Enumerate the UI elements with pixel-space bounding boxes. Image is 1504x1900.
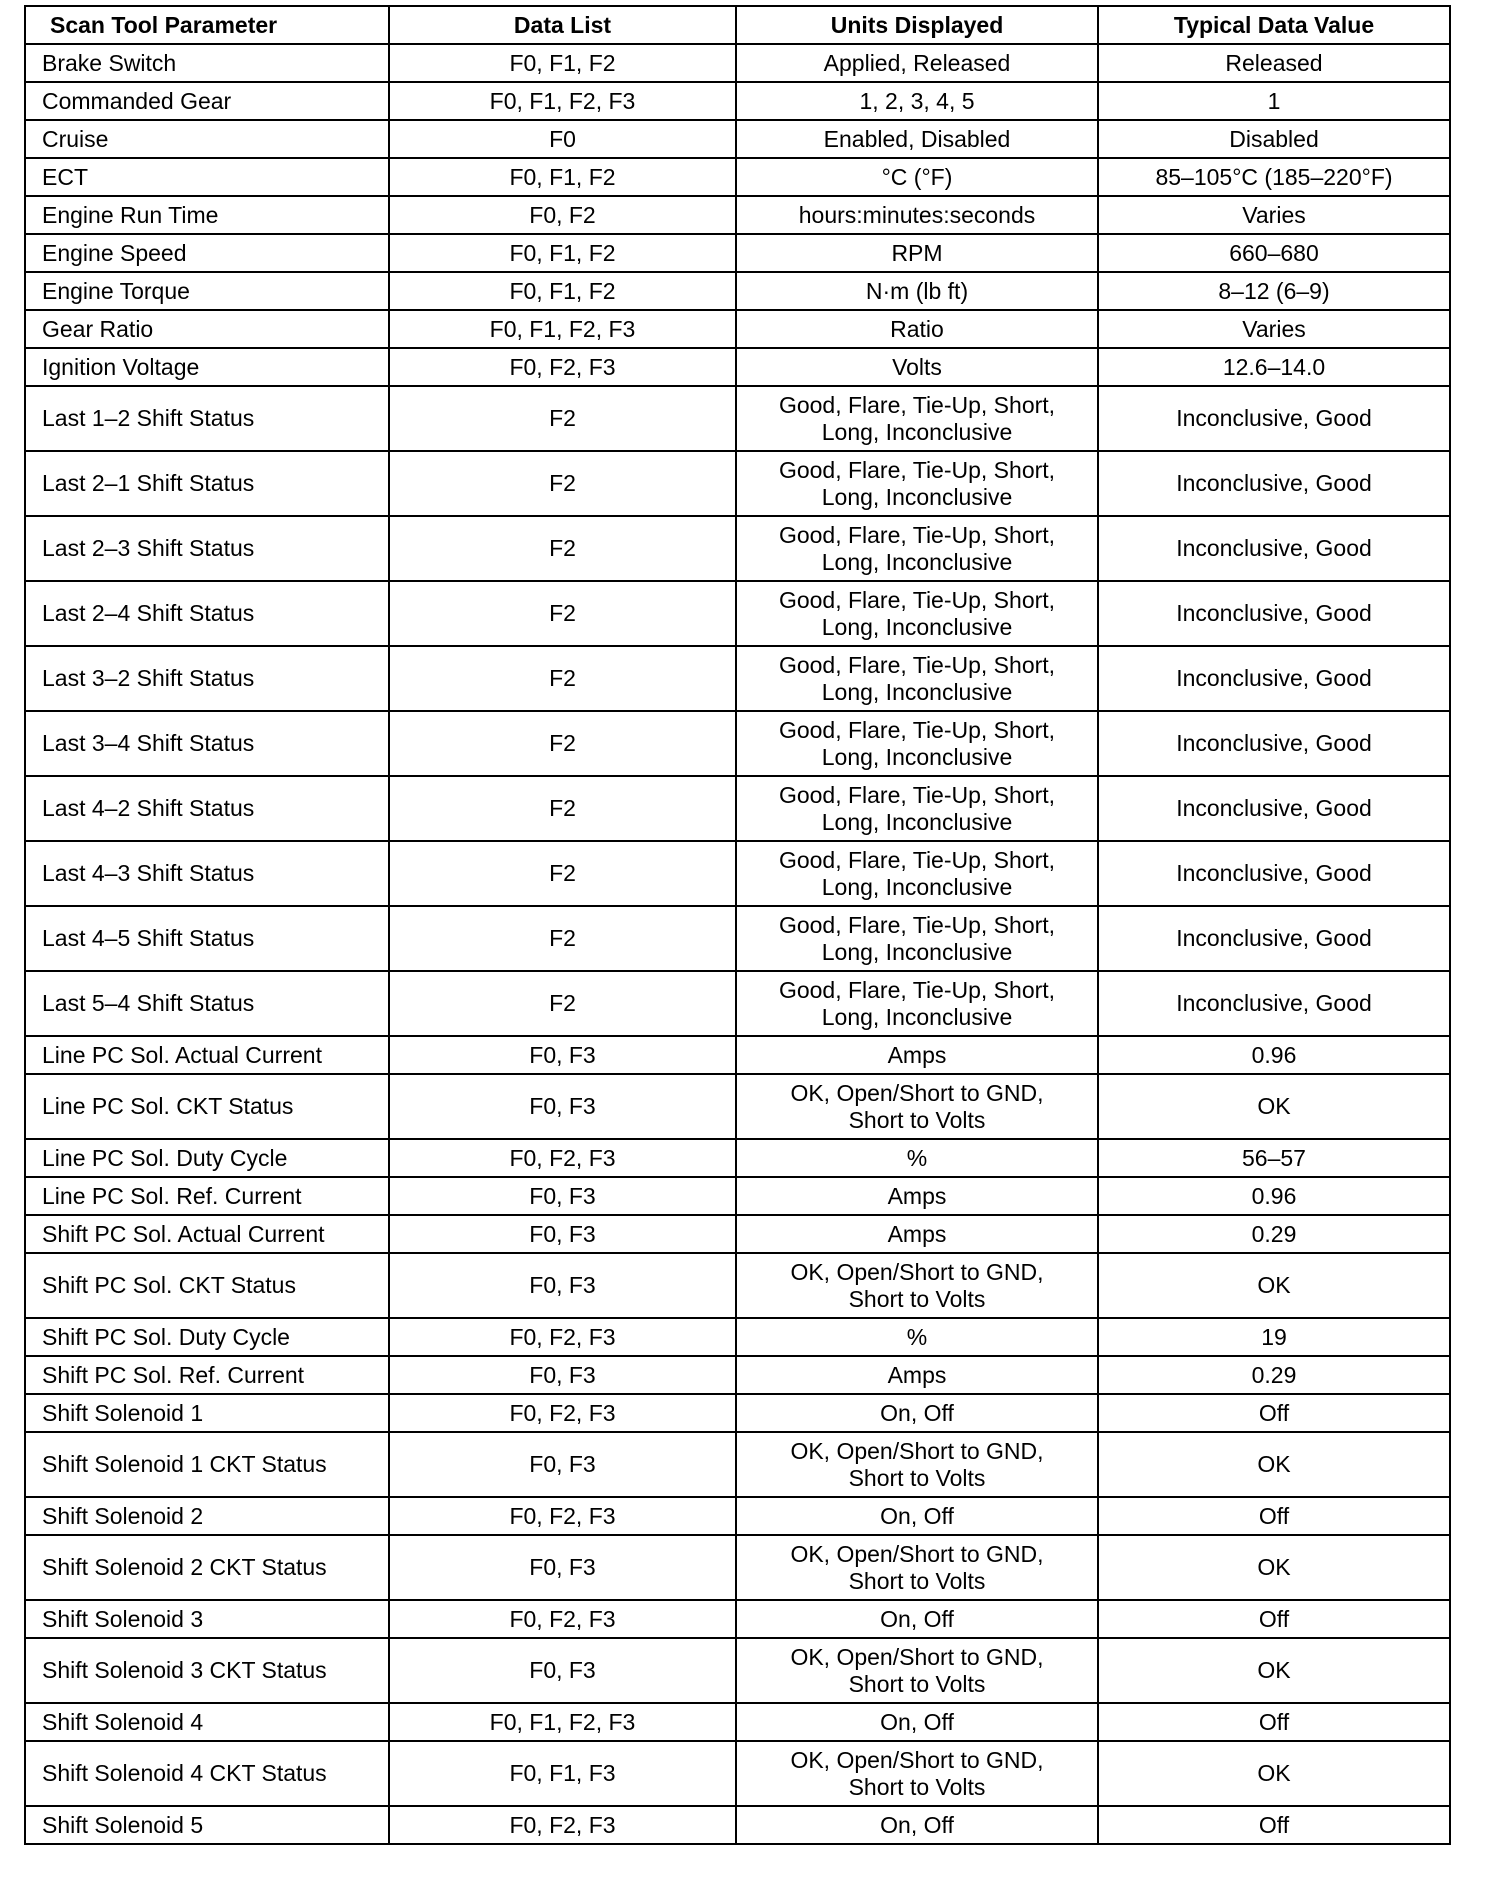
- table-row: [25, 1497, 1450, 1535]
- table-row: [25, 1741, 1450, 1806]
- cell-typical-value: OK: [1098, 1074, 1450, 1139]
- cell-parameter: Gear Ratio: [25, 310, 389, 348]
- table-row: [25, 776, 1450, 841]
- cell-typical-value: OK: [1098, 1432, 1450, 1497]
- table-row: [25, 44, 1450, 82]
- table-row: [25, 1215, 1450, 1253]
- cell-units-displayed: Good, Flare, Tie-Up, Short, Long, Inconclusive: [736, 841, 1098, 906]
- cell-parameter: Line PC Sol. CKT Status: [25, 1074, 389, 1139]
- table-row: [25, 1318, 1450, 1356]
- cell-data-list: F0, F3: [389, 1535, 736, 1600]
- cell-units-displayed: Good, Flare, Tie-Up, Short, Long, Inconclusive: [736, 451, 1098, 516]
- cell-data-list: F0, F2, F3: [389, 1318, 736, 1356]
- cell-data-list: F0: [389, 120, 736, 158]
- table-row: [25, 1074, 1450, 1139]
- cell-typical-value: Inconclusive, Good: [1098, 776, 1450, 841]
- cell-data-list: F2: [389, 841, 736, 906]
- header-typical-data-value: Typical Data Value: [1098, 6, 1450, 44]
- cell-parameter: Engine Torque: [25, 272, 389, 310]
- cell-parameter: Last 4–5 Shift Status: [25, 906, 389, 971]
- cell-typical-value: Inconclusive, Good: [1098, 646, 1450, 711]
- cell-typical-value: 19: [1098, 1318, 1450, 1356]
- cell-data-list: F0, F3: [389, 1177, 736, 1215]
- cell-typical-value: OK: [1098, 1253, 1450, 1318]
- cell-data-list: F2: [389, 646, 736, 711]
- cell-data-list: F0, F2, F3: [389, 1139, 736, 1177]
- table-row: [25, 581, 1450, 646]
- cell-units-displayed: On, Off: [736, 1703, 1098, 1741]
- cell-units-displayed: N·m (lb ft): [736, 272, 1098, 310]
- header-units-displayed: Units Displayed: [736, 6, 1098, 44]
- cell-parameter: Last 2–3 Shift Status: [25, 516, 389, 581]
- cell-data-list: F2: [389, 971, 736, 1036]
- cell-data-list: F0, F1, F2, F3: [389, 1703, 736, 1741]
- cell-typical-value: Off: [1098, 1497, 1450, 1535]
- cell-units-displayed: OK, Open/Short to GND, Short to Volts: [736, 1074, 1098, 1139]
- cell-typical-value: 0.96: [1098, 1177, 1450, 1215]
- table-row: [25, 1806, 1450, 1844]
- cell-typical-value: Off: [1098, 1806, 1450, 1844]
- cell-typical-value: 0.29: [1098, 1215, 1450, 1253]
- table-row: [25, 120, 1450, 158]
- cell-typical-value: Disabled: [1098, 120, 1450, 158]
- cell-typical-value: Inconclusive, Good: [1098, 581, 1450, 646]
- table-row: [25, 82, 1450, 120]
- cell-units-displayed: Good, Flare, Tie-Up, Short, Long, Inconclusive: [736, 971, 1098, 1036]
- cell-parameter: Shift Solenoid 5: [25, 1806, 389, 1844]
- cell-data-list: F0, F1, F2: [389, 44, 736, 82]
- cell-parameter: Shift Solenoid 1: [25, 1394, 389, 1432]
- table-row: [25, 348, 1450, 386]
- cell-units-displayed: %: [736, 1139, 1098, 1177]
- cell-data-list: F0, F3: [389, 1432, 736, 1497]
- cell-units-displayed: OK, Open/Short to GND, Short to Volts: [736, 1253, 1098, 1318]
- cell-parameter: ECT: [25, 158, 389, 196]
- cell-parameter: Last 4–2 Shift Status: [25, 776, 389, 841]
- cell-typical-value: 8–12 (6–9): [1098, 272, 1450, 310]
- cell-data-list: F0, F3: [389, 1215, 736, 1253]
- cell-units-displayed: Good, Flare, Tie-Up, Short, Long, Inconclusive: [736, 581, 1098, 646]
- table-row: [25, 1253, 1450, 1318]
- cell-units-displayed: OK, Open/Short to GND, Short to Volts: [736, 1432, 1098, 1497]
- cell-typical-value: 0.96: [1098, 1036, 1450, 1074]
- cell-typical-value: Varies: [1098, 310, 1450, 348]
- cell-data-list: F0, F1, F2: [389, 234, 736, 272]
- cell-units-displayed: Amps: [736, 1215, 1098, 1253]
- table-row: [25, 158, 1450, 196]
- cell-units-displayed: Good, Flare, Tie-Up, Short, Long, Inconclusive: [736, 776, 1098, 841]
- cell-data-list: F0, F1, F2, F3: [389, 82, 736, 120]
- table-header: [25, 6, 1450, 44]
- table-row: [25, 971, 1450, 1036]
- cell-data-list: F2: [389, 711, 736, 776]
- cell-data-list: F0, F1, F2: [389, 272, 736, 310]
- table-row: [25, 1535, 1450, 1600]
- cell-data-list: F0, F1, F2: [389, 158, 736, 196]
- table-row: [25, 1139, 1450, 1177]
- cell-units-displayed: °C (°F): [736, 158, 1098, 196]
- cell-parameter: Engine Speed: [25, 234, 389, 272]
- cell-data-list: F0, F2: [389, 196, 736, 234]
- cell-typical-value: Inconclusive, Good: [1098, 386, 1450, 451]
- cell-typical-value: 660–680: [1098, 234, 1450, 272]
- cell-typical-value: Inconclusive, Good: [1098, 516, 1450, 581]
- table-row: [25, 386, 1450, 451]
- table-row: [25, 1638, 1450, 1703]
- table-row: [25, 1036, 1450, 1074]
- cell-units-displayed: 1, 2, 3, 4, 5: [736, 82, 1098, 120]
- cell-units-displayed: Volts: [736, 348, 1098, 386]
- cell-typical-value: Inconclusive, Good: [1098, 971, 1450, 1036]
- cell-parameter: Line PC Sol. Actual Current: [25, 1036, 389, 1074]
- table-row: [25, 1703, 1450, 1741]
- cell-parameter: Ignition Voltage: [25, 348, 389, 386]
- cell-units-displayed: RPM: [736, 234, 1098, 272]
- cell-typical-value: OK: [1098, 1741, 1450, 1806]
- cell-parameter: Shift Solenoid 2: [25, 1497, 389, 1535]
- cell-data-list: F0, F2, F3: [389, 1394, 736, 1432]
- cell-units-displayed: %: [736, 1318, 1098, 1356]
- cell-data-list: F0, F3: [389, 1638, 736, 1703]
- cell-parameter: Engine Run Time: [25, 196, 389, 234]
- cell-typical-value: 1: [1098, 82, 1450, 120]
- cell-data-list: F0, F3: [389, 1036, 736, 1074]
- cell-parameter: Last 3–2 Shift Status: [25, 646, 389, 711]
- cell-typical-value: Released: [1098, 44, 1450, 82]
- cell-data-list: F0, F1, F3: [389, 1741, 736, 1806]
- cell-parameter: Shift Solenoid 3 CKT Status: [25, 1638, 389, 1703]
- table-row: [25, 1177, 1450, 1215]
- cell-units-displayed: OK, Open/Short to GND, Short to Volts: [736, 1741, 1098, 1806]
- table-row: [25, 234, 1450, 272]
- cell-parameter: Last 3–4 Shift Status: [25, 711, 389, 776]
- header-row: [25, 6, 1450, 44]
- cell-typical-value: Inconclusive, Good: [1098, 841, 1450, 906]
- cell-data-list: F2: [389, 516, 736, 581]
- cell-units-displayed: Applied, Released: [736, 44, 1098, 82]
- cell-typical-value: Inconclusive, Good: [1098, 906, 1450, 971]
- cell-typical-value: OK: [1098, 1535, 1450, 1600]
- table-row: [25, 1600, 1450, 1638]
- cell-parameter: Shift Solenoid 3: [25, 1600, 389, 1638]
- cell-typical-value: Off: [1098, 1600, 1450, 1638]
- cell-units-displayed: Good, Flare, Tie-Up, Short, Long, Inconclusive: [736, 386, 1098, 451]
- cell-parameter: Commanded Gear: [25, 82, 389, 120]
- cell-typical-value: Inconclusive, Good: [1098, 451, 1450, 516]
- table-row: [25, 1432, 1450, 1497]
- cell-units-displayed: On, Off: [736, 1806, 1098, 1844]
- cell-units-displayed: OK, Open/Short to GND, Short to Volts: [736, 1638, 1098, 1703]
- cell-units-displayed: hours:minutes:seconds: [736, 196, 1098, 234]
- header-data-list: Data List: [389, 6, 736, 44]
- cell-units-displayed: Ratio: [736, 310, 1098, 348]
- cell-units-displayed: Good, Flare, Tie-Up, Short, Long, Inconclusive: [736, 646, 1098, 711]
- table-row: [25, 906, 1450, 971]
- cell-parameter: Shift Solenoid 4: [25, 1703, 389, 1741]
- table-row: [25, 711, 1450, 776]
- cell-data-list: F0, F3: [389, 1074, 736, 1139]
- cell-units-displayed: Good, Flare, Tie-Up, Short, Long, Inconclusive: [736, 906, 1098, 971]
- cell-units-displayed: On, Off: [736, 1600, 1098, 1638]
- cell-typical-value: 56–57: [1098, 1139, 1450, 1177]
- table-row: [25, 272, 1450, 310]
- cell-data-list: F0, F2, F3: [389, 1497, 736, 1535]
- cell-data-list: F0, F3: [389, 1253, 736, 1318]
- cell-parameter: Brake Switch: [25, 44, 389, 82]
- cell-units-displayed: Good, Flare, Tie-Up, Short, Long, Inconclusive: [736, 516, 1098, 581]
- cell-parameter: Shift PC Sol. Duty Cycle: [25, 1318, 389, 1356]
- cell-parameter: Cruise: [25, 120, 389, 158]
- cell-typical-value: 0.29: [1098, 1356, 1450, 1394]
- cell-data-list: F2: [389, 776, 736, 841]
- cell-parameter: Shift Solenoid 4 CKT Status: [25, 1741, 389, 1806]
- cell-typical-value: OK: [1098, 1638, 1450, 1703]
- cell-units-displayed: On, Off: [736, 1394, 1098, 1432]
- table-row: [25, 516, 1450, 581]
- table-row: [25, 451, 1450, 516]
- cell-typical-value: Varies: [1098, 196, 1450, 234]
- cell-typical-value: 85–105°C (185–220°F): [1098, 158, 1450, 196]
- cell-data-list: F2: [389, 451, 736, 516]
- cell-units-displayed: Enabled, Disabled: [736, 120, 1098, 158]
- cell-data-list: F0, F1, F2, F3: [389, 310, 736, 348]
- cell-data-list: F0, F3: [389, 1356, 736, 1394]
- scan-tool-data-table: [24, 5, 1451, 1845]
- cell-data-list: F2: [389, 386, 736, 451]
- cell-parameter: Shift PC Sol. Ref. Current: [25, 1356, 389, 1394]
- table-row: [25, 310, 1450, 348]
- cell-parameter: Last 2–1 Shift Status: [25, 451, 389, 516]
- table-body: [25, 44, 1450, 1844]
- cell-parameter: Shift PC Sol. Actual Current: [25, 1215, 389, 1253]
- cell-parameter: Shift PC Sol. CKT Status: [25, 1253, 389, 1318]
- cell-parameter: Last 4–3 Shift Status: [25, 841, 389, 906]
- table-row: [25, 1394, 1450, 1432]
- cell-parameter: Shift Solenoid 2 CKT Status: [25, 1535, 389, 1600]
- cell-units-displayed: Amps: [736, 1177, 1098, 1215]
- cell-typical-value: Inconclusive, Good: [1098, 711, 1450, 776]
- cell-typical-value: Off: [1098, 1703, 1450, 1741]
- table-row: [25, 1356, 1450, 1394]
- cell-data-list: F0, F2, F3: [389, 348, 736, 386]
- cell-units-displayed: On, Off: [736, 1497, 1098, 1535]
- cell-units-displayed: OK, Open/Short to GND, Short to Volts: [736, 1535, 1098, 1600]
- table-row: [25, 841, 1450, 906]
- cell-typical-value: 12.6–14.0: [1098, 348, 1450, 386]
- table-row: [25, 646, 1450, 711]
- cell-data-list: F2: [389, 581, 736, 646]
- table-row: [25, 196, 1450, 234]
- cell-data-list: F2: [389, 906, 736, 971]
- cell-data-list: F0, F2, F3: [389, 1600, 736, 1638]
- cell-parameter: Last 1–2 Shift Status: [25, 386, 389, 451]
- cell-parameter: Line PC Sol. Duty Cycle: [25, 1139, 389, 1177]
- header-scan-tool-parameter: Scan Tool Parameter: [25, 6, 389, 44]
- cell-units-displayed: Good, Flare, Tie-Up, Short, Long, Inconclusive: [736, 711, 1098, 776]
- cell-data-list: F0, F2, F3: [389, 1806, 736, 1844]
- cell-parameter: Shift Solenoid 1 CKT Status: [25, 1432, 389, 1497]
- cell-parameter: Last 2–4 Shift Status: [25, 581, 389, 646]
- cell-units-displayed: Amps: [736, 1356, 1098, 1394]
- cell-typical-value: Off: [1098, 1394, 1450, 1432]
- cell-parameter: Last 5–4 Shift Status: [25, 971, 389, 1036]
- cell-parameter: Line PC Sol. Ref. Current: [25, 1177, 389, 1215]
- cell-units-displayed: Amps: [736, 1036, 1098, 1074]
